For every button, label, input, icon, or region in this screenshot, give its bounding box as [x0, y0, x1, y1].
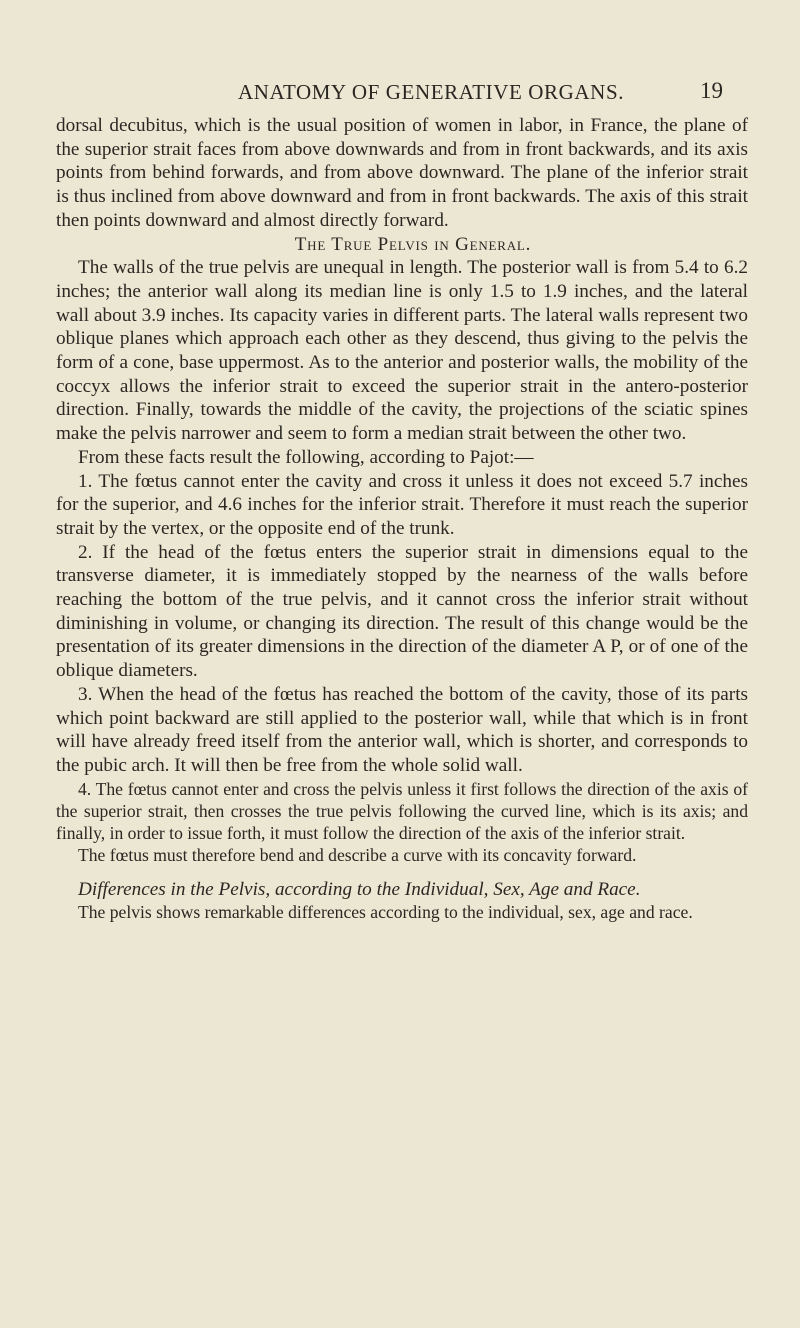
subsection-title: Differences in the Pelvis, according to the Individual, Sex, Age and Race. [78, 878, 641, 900]
page-number: 19 [700, 78, 723, 103]
list-item-1: 1. The fœtus cannot enter the cavity and cross it unless it does not exceed 5.7 inches for the superior, and 4.6 inches for the inferior strait. Therefore it must reach the superior strait by the vertex, or the opposite end of the trunk. [56, 470, 748, 539]
bend-paragraph: The fœtus must therefore bend and describe a curve with its concavity forward. [78, 844, 637, 865]
subsection-body: The pelvis shows remarkable differences according to the individual, sex, age and race. [78, 902, 693, 923]
list-item-3: 3. When the head of the fœtus has reached the bottom of the cavity, those of its parts which point backward are still applied to the posterior wall, while that which is in front will have already freed itself from the anterior wall, which is shorter, and corresponds to the pubic arch. It will then be free from the whole solid wall. [56, 683, 748, 776]
list-item-2: 2. If the head of the fœtus enters the superior strait in dimensions equal to the transverse diameter, it is immediately stopped by the nearness of the walls before reaching the bottom of the true pelvis, and it cannot cross the inferior strait without diminishing in volume, or changing its direction. The result of this change would be the presentation of its greater dimensions in the direction of the diameter A P, or of one of the oblique diameters. [56, 541, 748, 682]
intro-paragraph: dorsal decubitus, which is the usual position of women in labor, in France, the plane of the superior strait faces from above downwards and from in front backwards, and its axis points from behind forwards, and from above downward. The plane of the inferior strait is thus inclined from above downward and from in front backwards. The axis of this strait then points downward and almost directly forward. [56, 115, 748, 231]
walls-paragraph: The walls of the true pelvis are unequal in length. The posterior wall is from 5.4 to 6.2 inches; the anterior wall along its median line is only 1.5 to 1.9 inches, and the lateral wall about 3.9 inches. Its capacity varies in different parts. The lateral walls represent two oblique planes which approach each other as they descend, thus giving to the pelvis the form of a cone, base uppermost. As to the anterior and posterior walls, the mobility of the coccyx allows the inferior strait to exceed the superior strait in the antero-posterior direction. Finally, towards the middle of the cavity, the projections of the sciatic spines make the pelvis narrower and seem to form a median strait between the other two. [56, 257, 748, 445]
running-head [0, 80, 800, 110]
section-heading: The True Pelvis in General. [294, 233, 532, 255]
running-title: ANATOMY OF GENERATIVE ORGANS. [238, 80, 625, 104]
subsection-heading [56, 878, 748, 902]
list-item-4: 4. The fœtus cannot enter and cross the pelvis unless it first follows the direction of the axis of the superior strait, then crosses the true pelvis following the curved line, which is its axis; and finally, in order to issue forth, it must follow the direction of the axis of the inferior strait. [56, 778, 748, 843]
body-text [56, 114, 748, 923]
pajot-paragraph: From these facts result the following, according to Pajot:— [78, 446, 534, 468]
